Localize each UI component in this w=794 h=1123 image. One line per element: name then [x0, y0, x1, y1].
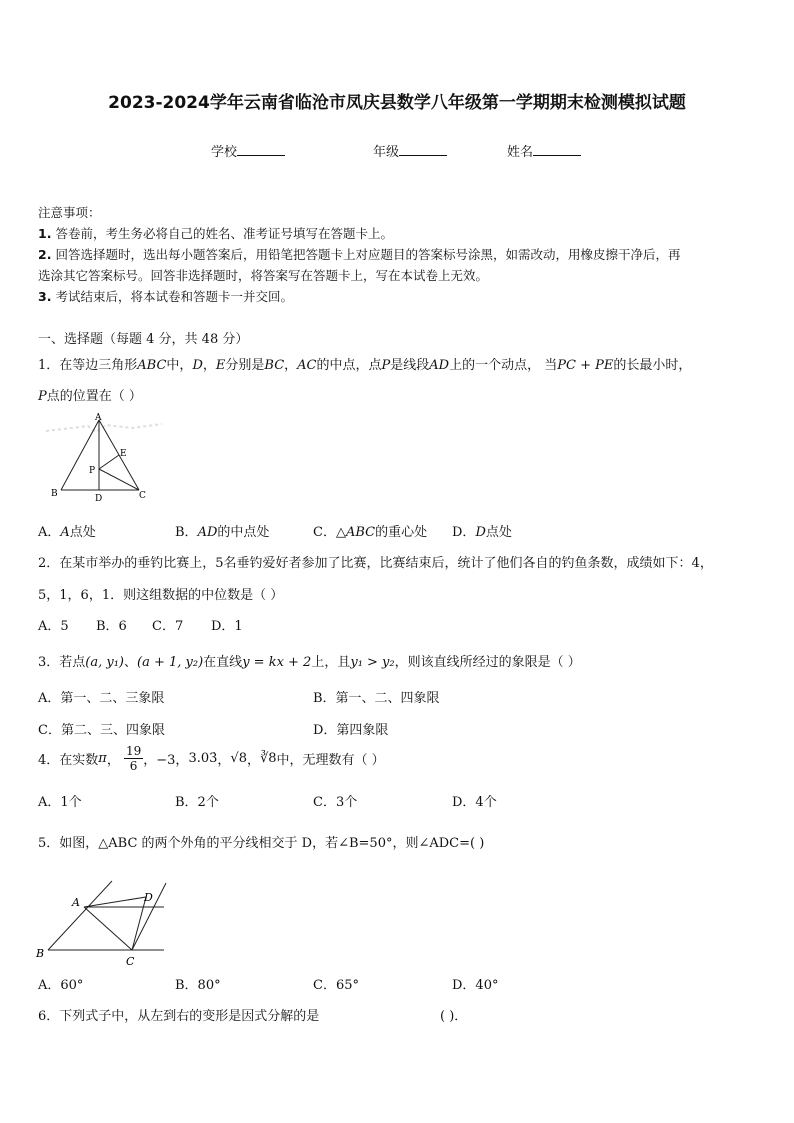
q5-option-c[interactable]: C．65°	[313, 978, 359, 993]
notes-heading: 注意事项：	[38, 205, 101, 220]
question-6: 6．下列式子中，从左到右的变形是因式分解的是	[38, 1009, 320, 1024]
q1-option-b[interactable]: B．AD的中点处	[175, 525, 270, 540]
angle-bisector-figure	[34, 875, 174, 971]
page-title: 2023-2024学年云南省临沧市凤庆县数学八年级第一学期期末检测模拟试题	[108, 93, 686, 113]
question-1-line2: P点的位置在（ ）	[38, 389, 142, 404]
q2-option-d[interactable]: D．1	[211, 619, 243, 634]
q1-option-d[interactable]: D．D点处	[452, 525, 512, 540]
triangle-figure	[36, 410, 166, 502]
q1-option-a[interactable]: A．A点处	[38, 525, 96, 540]
q1-option-c[interactable]: C．△ABC的重心处	[313, 525, 428, 540]
q2-option-b[interactable]: B．6	[96, 619, 127, 634]
vertex-label: C	[126, 955, 135, 968]
note-item: 1. 答卷前，考生务必将自己的姓名、准考证号填写在答题卡上。	[38, 226, 393, 241]
q4-option-a[interactable]: A．1个	[38, 795, 82, 810]
note-item: 选涂其它答案标号。回答非选择题时，将答案写在答题卡上，写在本试卷上无效。	[38, 268, 489, 283]
q4-option-d[interactable]: D．4个	[452, 795, 497, 810]
vertex-label: E	[120, 449, 127, 459]
vertex-label: D	[95, 494, 103, 502]
question-2-line1: 2．在某市举办的垂钓比赛上，5名垂钓爱好者参加了比赛，比赛结束后，统计了他们各自的钓鱼条数，成绩如下：4，	[38, 556, 713, 571]
q3-option-c[interactable]: C．第二、三、四象限	[38, 723, 165, 738]
question-5: 5．如图，△ABC 的两个外角的平分线相交于 D，若∠B=50°，则∠ADC=( )	[38, 836, 485, 851]
q2-option-c[interactable]: C．7	[152, 619, 184, 634]
q2-option-a[interactable]: A．5	[38, 619, 69, 634]
q5-option-b[interactable]: B．80°	[175, 978, 221, 993]
q5-option-d[interactable]: D．40°	[452, 978, 499, 993]
question-3: 3．若点(a, y₁)、(a + 1, y₂)在直线y = kx + 2上，且y₁ > y₂，则该直线所经过的象限是（ ）	[38, 655, 581, 670]
q5-option-a[interactable]: A．60°	[38, 978, 84, 993]
q4-option-b[interactable]: B．2个	[175, 795, 219, 810]
note-item: 2. 回答选择题时，选出每小题答案后，用铅笔把答题卡上对应题目的答案标号涂黑，如需改动，用橡皮擦干净后，再	[38, 247, 681, 262]
section-heading: 一、选择题（每题 4 分，共 48 分）	[38, 332, 249, 347]
name-field: 姓名	[507, 141, 581, 160]
q3-option-a[interactable]: A．第一、二、三象限	[38, 691, 165, 706]
q3-option-b[interactable]: B．第一、二、四象限	[313, 691, 440, 706]
vertex-label: A	[72, 896, 80, 909]
vertex-label: D	[144, 891, 153, 904]
grade-field: 年级	[373, 141, 447, 160]
vertex-label: P	[89, 466, 96, 476]
note-item: 3. 考试结束后，将本试卷和答题卡一并交回。	[38, 289, 293, 304]
vertex-label: A	[95, 413, 102, 423]
school-field: 学校	[211, 141, 285, 160]
question-2-line2: 5，1，6，1．则这组数据的中位数是（ ）	[38, 588, 284, 603]
q4-option-c[interactable]: C．3个	[313, 795, 358, 810]
q3-option-d[interactable]: D．第四象限	[313, 723, 389, 738]
question-1-line1: 1．在等边三角形ABC中，D，E分别是BC，AC的中点，点P是线段AD上的一个动点， 当PC + PE的长最小时，	[38, 358, 692, 373]
question-4: 4．在实数π， $\frac{19}{6}$ ，−3，3.03̇，√8，∛8中，无理数有（ ）	[38, 744, 385, 773]
vertex-label: B	[51, 489, 58, 499]
question-6-answer-paren: ( )．	[440, 1009, 468, 1024]
vertex-label: B	[36, 947, 45, 960]
vertex-label: C	[139, 491, 146, 501]
fraction-19-6: $\frac{19}{6}$	[125, 744, 142, 773]
